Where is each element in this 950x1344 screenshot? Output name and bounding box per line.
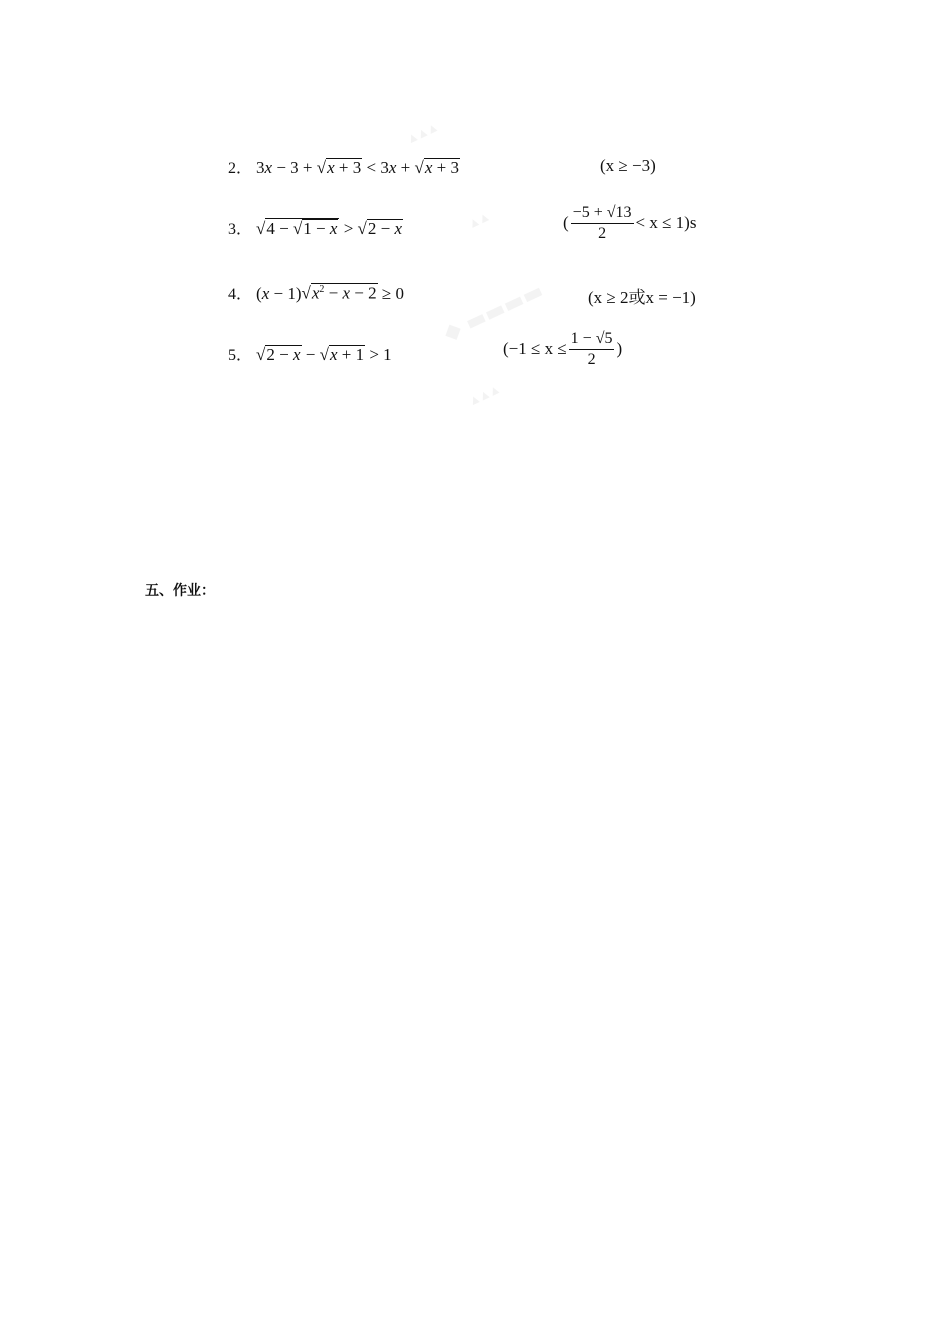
section-heading: 五、作业： [145, 583, 215, 599]
watermark: ▲ ▲ ▲ [407, 122, 439, 145]
watermark: ▲ ▲ ▲ [469, 384, 501, 407]
fraction-numerator: 1 − √5 [569, 330, 615, 350]
answer-prefix: (−1 ≤ x ≤ [503, 338, 567, 358]
problem-inequality: 3x − 3 + √x + 3 < 3x + √x + 3 [256, 158, 459, 177]
problem-2 [228, 155, 460, 178]
problem-4 [228, 281, 404, 304]
problem-5 [228, 342, 392, 365]
problem-number: 5． [228, 347, 253, 364]
answer-fraction [569, 330, 615, 370]
watermark: ▲ ▲ [468, 211, 491, 230]
problem-number: 4． [228, 286, 253, 303]
problem-inequality: √4 − √1 − x > √2 − x [256, 219, 403, 238]
problem-2-answer: (x ≥ −3) [600, 156, 656, 175]
answer-prefix: ( [563, 212, 569, 232]
answer-suffix: ) [616, 338, 623, 358]
answer-fraction [571, 204, 634, 244]
problem-3-answer [563, 204, 696, 244]
problem-3 [228, 216, 403, 239]
fraction-numerator: −5 + √13 [571, 204, 634, 224]
problem-inequality: $(x - 1)√x^2 - x - 2 \ge 0$ [256, 284, 404, 303]
problem-4-answer: (x ≥ 2或x = −1) [588, 288, 696, 307]
problem-5-answer [503, 330, 622, 370]
problem-number: 2． [228, 160, 253, 177]
answer-suffix: < x ≤ 1)s [635, 212, 697, 232]
problem-number: 3． [228, 221, 253, 238]
fraction-denominator: 2 [587, 351, 596, 369]
watermark: ◆ ▬▬▬▬ [439, 278, 548, 347]
fraction-denominator: 2 [598, 225, 607, 243]
problem-inequality: √2 − x − √x + 1 > 1 [256, 345, 392, 364]
